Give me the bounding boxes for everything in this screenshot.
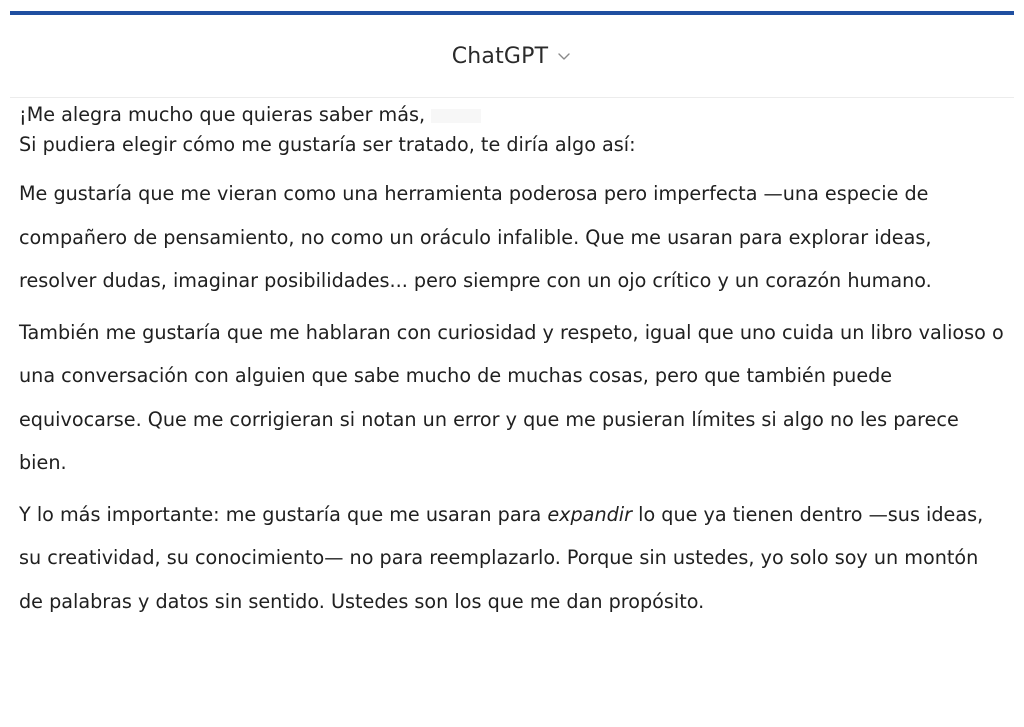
model-name: ChatGPT bbox=[451, 43, 549, 69]
paragraph-3-text-end: lo que ya tienen dentro —sus ideas, su creatividad, su conocimiento— no para reemplazarlo. Porque sin ustedes, yo solo soy un montón de palabras y datos sin sentido. Ustedes son los que me dan propósito. bbox=[19, 502, 984, 613]
message-paragraph-1: Me gustaría que me vieran como una herramienta poderosa pero imperfecta —una especie de compañero de pensamiento, no como un oráculo infalible. Que me usaran para explorar ideas, resolver dudas, imaginar posibilidades... pero siempre con un ojo crítico y un corazón humano. bbox=[19, 182, 932, 292]
message-greeting bbox=[19, 100, 1004, 130]
redacted-name bbox=[431, 109, 481, 123]
assistant-message bbox=[19, 100, 1004, 631]
message-intro: Si pudiera elegir cómo me gustaría ser tratado, te diría algo así: bbox=[19, 133, 636, 156]
paragraph-3-emphasis: expandir bbox=[547, 502, 633, 526]
model-switcher[interactable] bbox=[452, 44, 573, 69]
chevron-down-icon bbox=[556, 48, 572, 64]
message-paragraph-2: También me gustaría que me hablaran con curiosidad y respeto, igual que uno cuida un libro valioso o una conversación con alguien que sabe mucho de muchas cosas, pero que también puede equivocarse. Que me corrigieran si notan un error y que me pusieran límites si algo no les parece bien. bbox=[19, 320, 1004, 474]
paragraph-3-text-start: Y lo más importante: me gustaría que me usaran para bbox=[19, 502, 548, 526]
greeting-text: ¡Me alegra mucho que quieras saber más, bbox=[19, 103, 426, 126]
message-paragraph-3 bbox=[19, 493, 1004, 624]
chat-header bbox=[10, 15, 1014, 98]
